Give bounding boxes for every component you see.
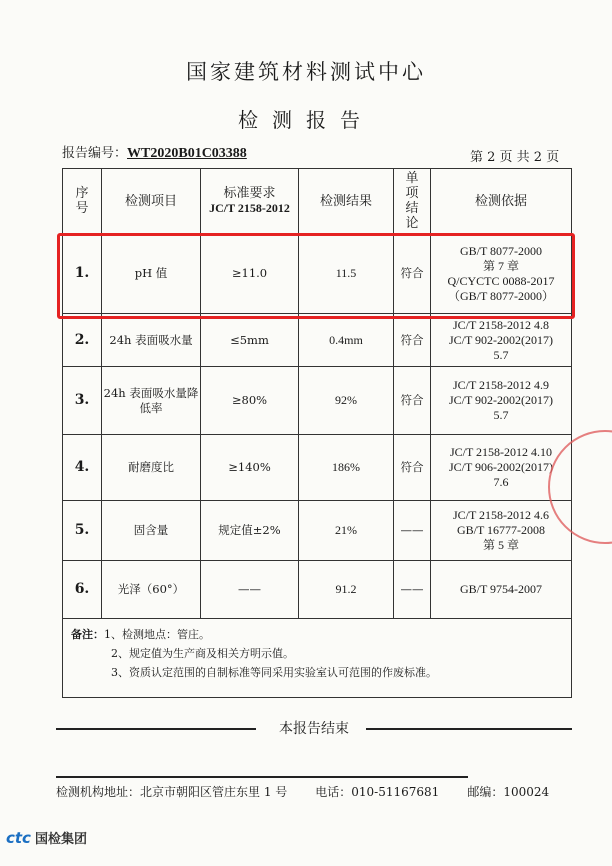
basis-line: GB/T 8077-2000 (459, 243, 543, 258)
basis-line: 7.6 (493, 475, 509, 489)
row-requirement: ≥80% (201, 367, 299, 435)
basis-line: （GB/T 8077-2000） (447, 288, 555, 303)
row-result: 21% (299, 501, 394, 561)
footer-divider (56, 776, 468, 778)
row-requirement: ≤5mm (201, 314, 299, 367)
row-item: 24h 表面吸水量降低率 (102, 367, 201, 435)
basis-line: JC/T 2158-2012 4.8 (452, 317, 550, 332)
row-item: 耐磨度比 (102, 435, 201, 501)
footer-address: 检测机构地址：北京市朝阳区管庄东里 1 号 (56, 785, 288, 799)
basis-line: GB/T 9754-2007 (459, 582, 543, 596)
table-row (63, 501, 572, 561)
header-no: 序号 (63, 169, 102, 234)
basis-line: GB/T 16777-2008 (456, 523, 546, 537)
row-number: 2. (63, 314, 102, 367)
header-conclusion: 单项结论 (394, 169, 431, 234)
basis-line: JC/T 902-2002(2017) (448, 393, 554, 407)
report-title: 检测报告 (238, 108, 374, 132)
row-result: 92% (299, 367, 394, 435)
note-2: 2、规定值为生产商及相关方明示值。 (111, 647, 294, 660)
row-result: 186% (299, 435, 394, 501)
row-conclusion: 符合 (394, 314, 431, 367)
table-header (63, 169, 572, 234)
row-item: pH 值 (102, 234, 201, 314)
row-requirement: —— (201, 561, 299, 619)
row-result: 91.2 (299, 561, 394, 619)
footer-phone: 电话：010-51167681 (315, 785, 440, 799)
row-requirement: 规定值±2% (201, 501, 299, 561)
notes-label: 备注： (71, 628, 104, 641)
row-number: 6. (63, 561, 102, 619)
report-end (56, 718, 572, 738)
row-basis (431, 367, 572, 435)
table-row (63, 367, 572, 435)
header-basis: 检测依据 (431, 169, 572, 234)
header-req: 标准要求 JC/T 2158-2012 (201, 169, 299, 234)
row-conclusion: 符合 (394, 367, 431, 435)
basis-line: 第 7 章 (482, 258, 519, 273)
report-number-value: WT2020B01C03388 (127, 146, 247, 161)
row-conclusion: —— (394, 561, 431, 619)
row-number: 1. (63, 234, 102, 314)
notes (63, 619, 572, 698)
basis-line: 5.7 (493, 347, 509, 362)
footer-postcode: 邮编：100024 (467, 785, 550, 799)
row-basis (431, 561, 572, 619)
row-requirement: ≥140% (201, 435, 299, 501)
row-conclusion: 符合 (394, 435, 431, 501)
row-item: 固含量 (102, 501, 201, 561)
table-row (63, 435, 572, 501)
row-basis (431, 314, 572, 367)
row-conclusion: 符合 (394, 234, 431, 314)
ctc-logo: ctc 国检集团 (6, 828, 87, 847)
report-number (62, 142, 247, 162)
footer (56, 783, 556, 800)
report-end-text: 本报告结束 (279, 721, 349, 737)
note-3: 3、资质认定范围的自制标准等同采用实验室认可范围的作废标准。 (111, 666, 437, 679)
basis-line: JC/T 2158-2012 4.10 (449, 445, 553, 459)
row-basis (431, 501, 572, 561)
row-requirement: ≥11.0 (201, 234, 299, 314)
row-number: 3. (63, 367, 102, 435)
report-number-label: 报告编号： (62, 146, 128, 161)
basis-line: 5.7 (493, 408, 509, 422)
row-result: 0.4mm (299, 314, 394, 367)
organization-title: 国家建筑材料测试中心 (186, 60, 426, 84)
row-item: 24h 表面吸水量 (102, 314, 201, 367)
row-number: 4. (63, 435, 102, 501)
basis-line: 第 5 章 (482, 538, 519, 552)
basis-line: JC/T 902-2002(2017) (448, 332, 554, 347)
row-result: 11.5 (299, 234, 394, 314)
basis-line: JC/T 906-2002(2017) (448, 460, 554, 474)
row-item: 光泽（60°） (102, 561, 201, 619)
highlight-box (57, 233, 575, 319)
note-1: 1、检测地点：管庄。 (104, 628, 210, 641)
table-row (63, 561, 572, 619)
basis-line: JC/T 2158-2012 4.6 (452, 508, 550, 522)
header-result: 检测结果 (299, 169, 394, 234)
basis-line: Q/CYCTC 0088-2017 (447, 273, 555, 288)
header-item: 检测项目 (102, 169, 201, 234)
table-row (63, 314, 572, 367)
row-number: 5. (63, 501, 102, 561)
basis-line: JC/T 2158-2012 4.9 (452, 378, 550, 392)
page-info: 第 2 页 共 2 页 (470, 150, 560, 165)
row-conclusion: —— (394, 501, 431, 561)
